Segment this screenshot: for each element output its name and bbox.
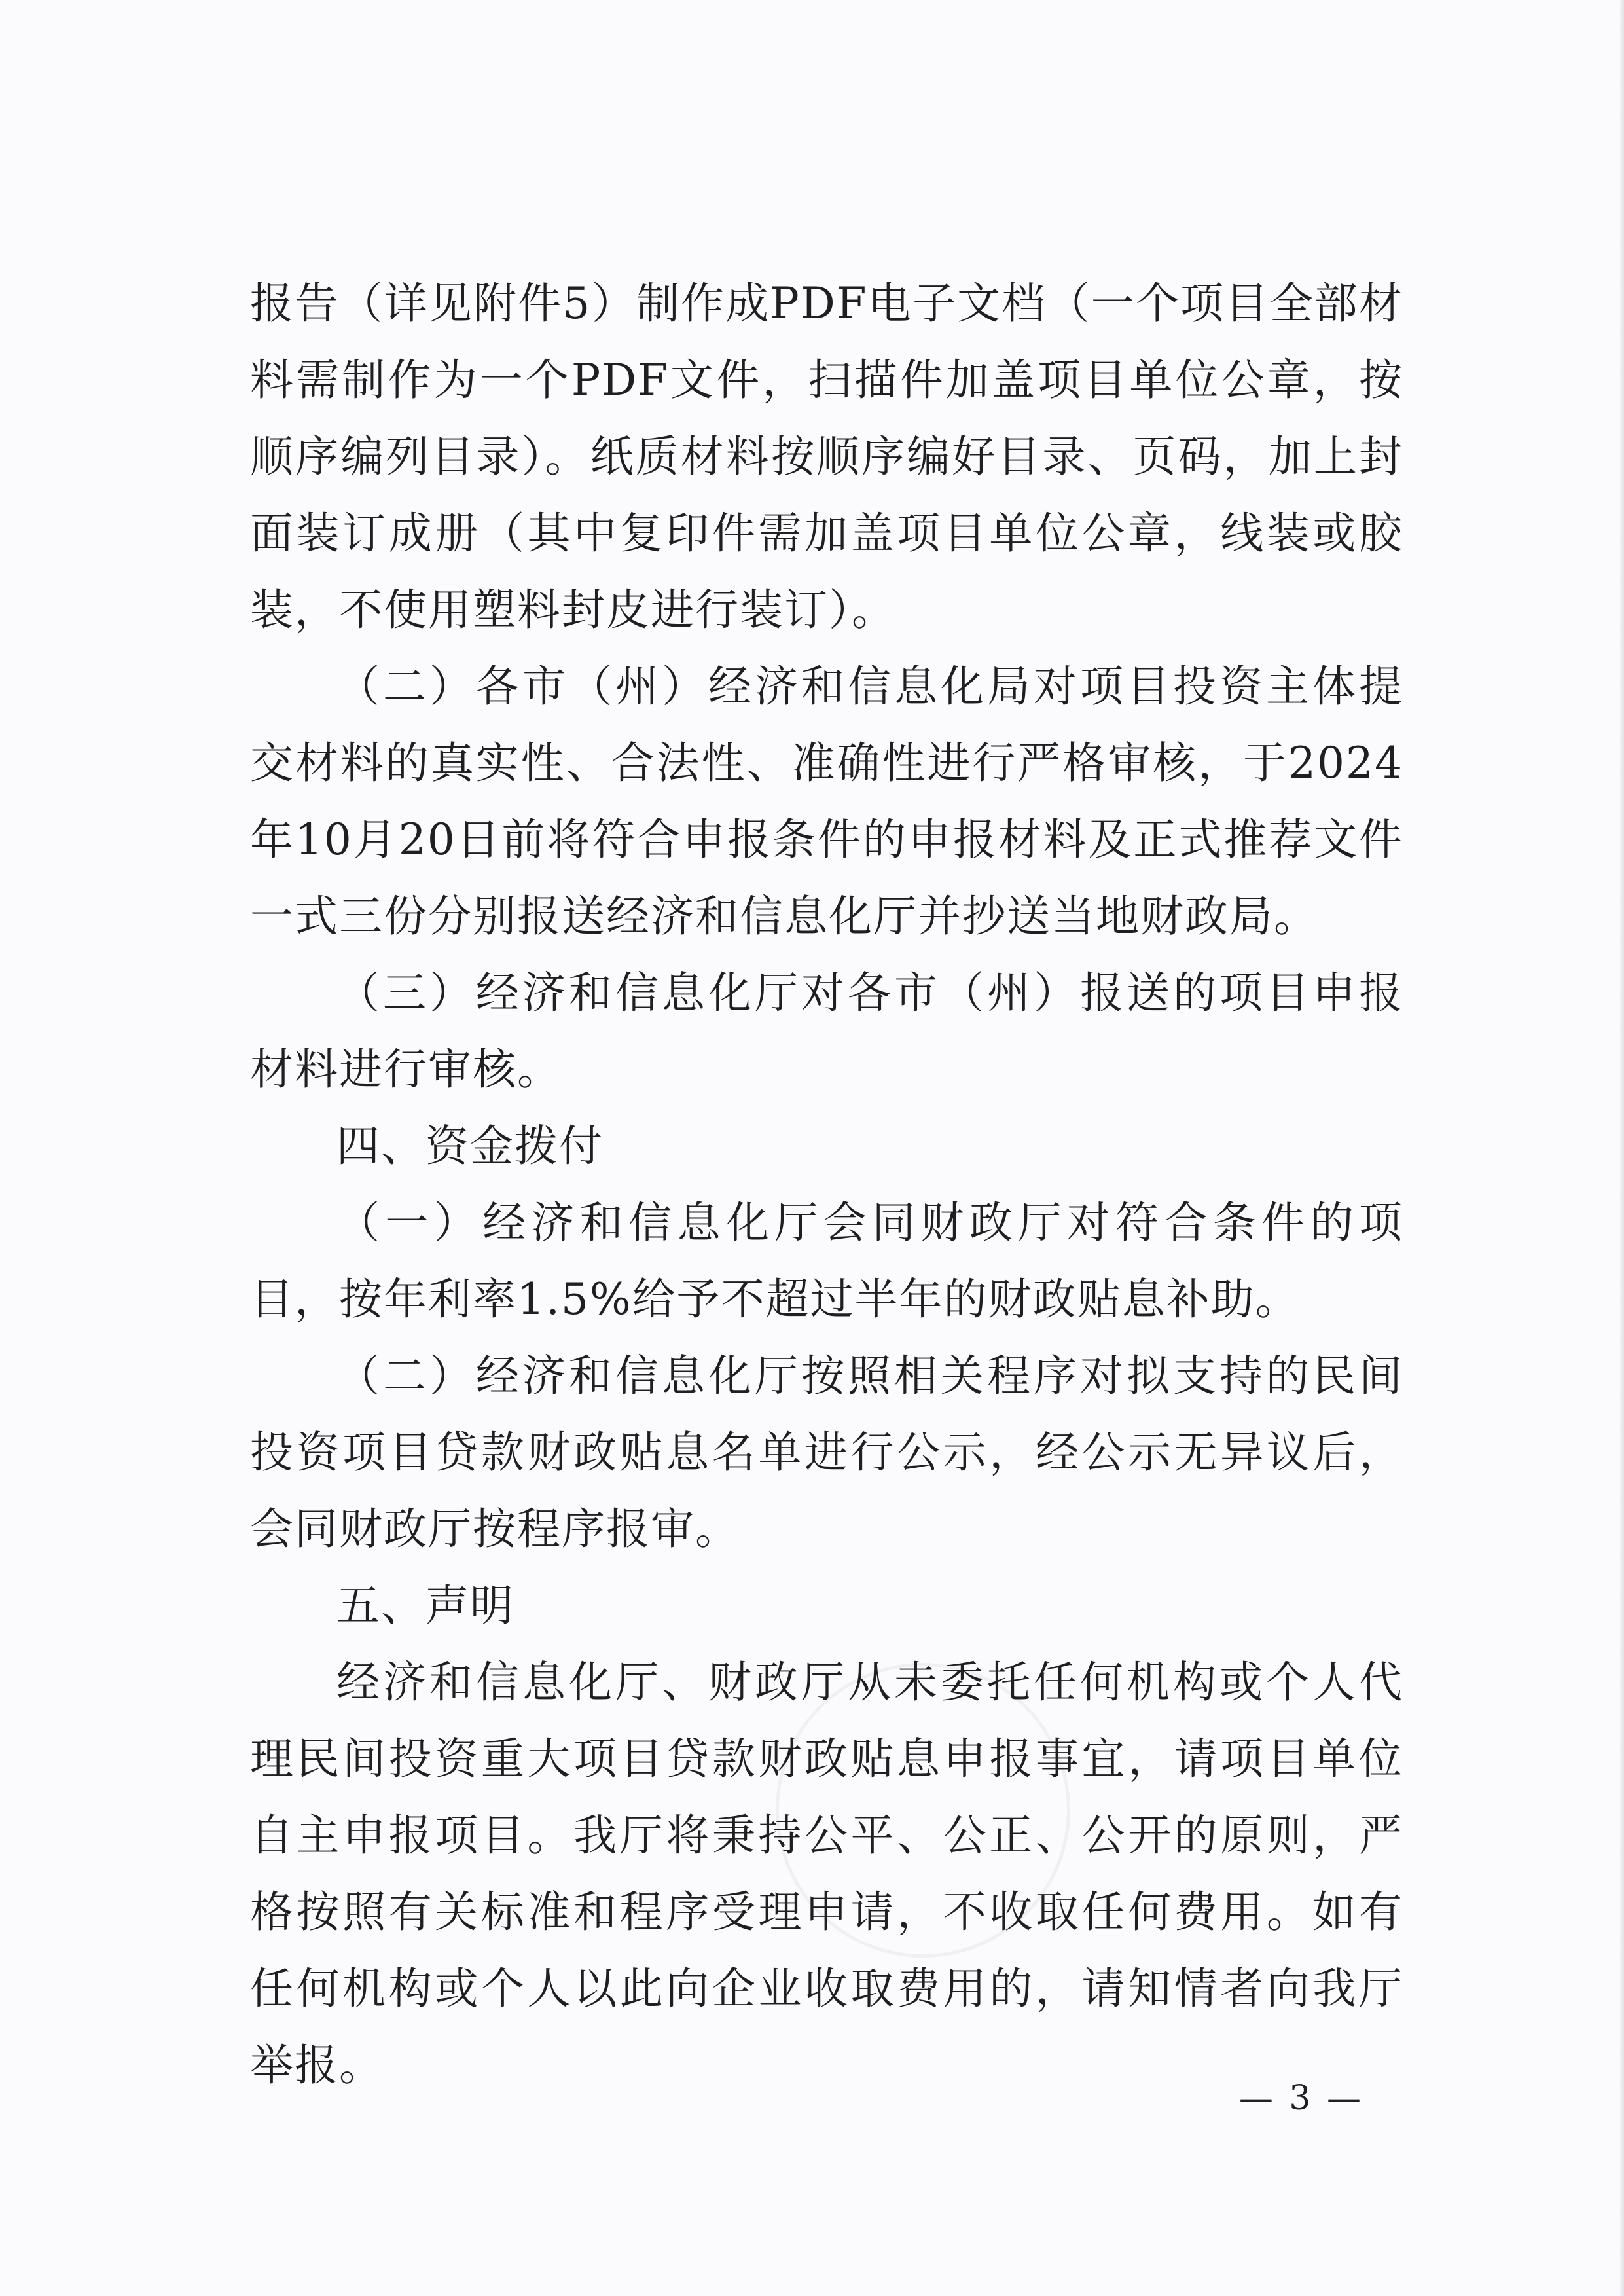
page-number: — 3 — [1238, 2079, 1363, 2118]
section-5-heading: 五、声明 [336, 1580, 514, 1631]
section-5-paragraph: 经济和信息化厅、财政厅从未委托任何机构或个人代理民间投资重大项目贷款财政贴息申报事宜，请项目单位自主申报项目。我厅将秉持公平、公正、公开的原则，严格按照有关标准和程序受理申请，不收取任何费用。如有任何机构或个人以此向企业收取费用的，请知情者向我厅举报。 [250, 1657, 1403, 2090]
section-4-item-2-paragraph: （二）经济和信息化厅按照相关程序对拟支持的民间投资项目贷款财政贴息名单进行公示，经公示无异议后，会同财政厅按程序报审。 [250, 1351, 1403, 1554]
section-4-item-1-paragraph: （一）经济和信息化厅会同财政厅对符合条件的项目，按年利率1.5%给予不超过半年的财政贴息补助。 [250, 1197, 1403, 1324]
continuation-paragraph: 报告（详见附件5）制作成PDF电子文档（一个项目全部材料需制作为一个PDF文件，扫描件加盖项目单位公章，按顺序编列目录）。纸质材料按顺序编好目录、页码，加上封面装订成册（其中复印件需加盖项目单位公章，线装或胶装，不使用塑料封皮进行装订）。 [250, 278, 1403, 635]
item-3-paragraph: （三）经济和信息化厅对各市（州）报送的项目申报材料进行审核。 [250, 968, 1403, 1095]
document-body [250, 265, 1403, 2104]
section-4-heading: 四、资金拨付 [336, 1121, 604, 1171]
page-edge [1620, 0, 1624, 2296]
item-2-paragraph: （二）各市（州）经济和信息化局对项目投资主体提交材料的真实性、合法性、准确性进行严格审核，于2024年10月20日前将符合申报条件的申报材料及正式推荐文件一式三份分别报送经济和信息化厅并抄送当地财政局。 [250, 661, 1403, 941]
